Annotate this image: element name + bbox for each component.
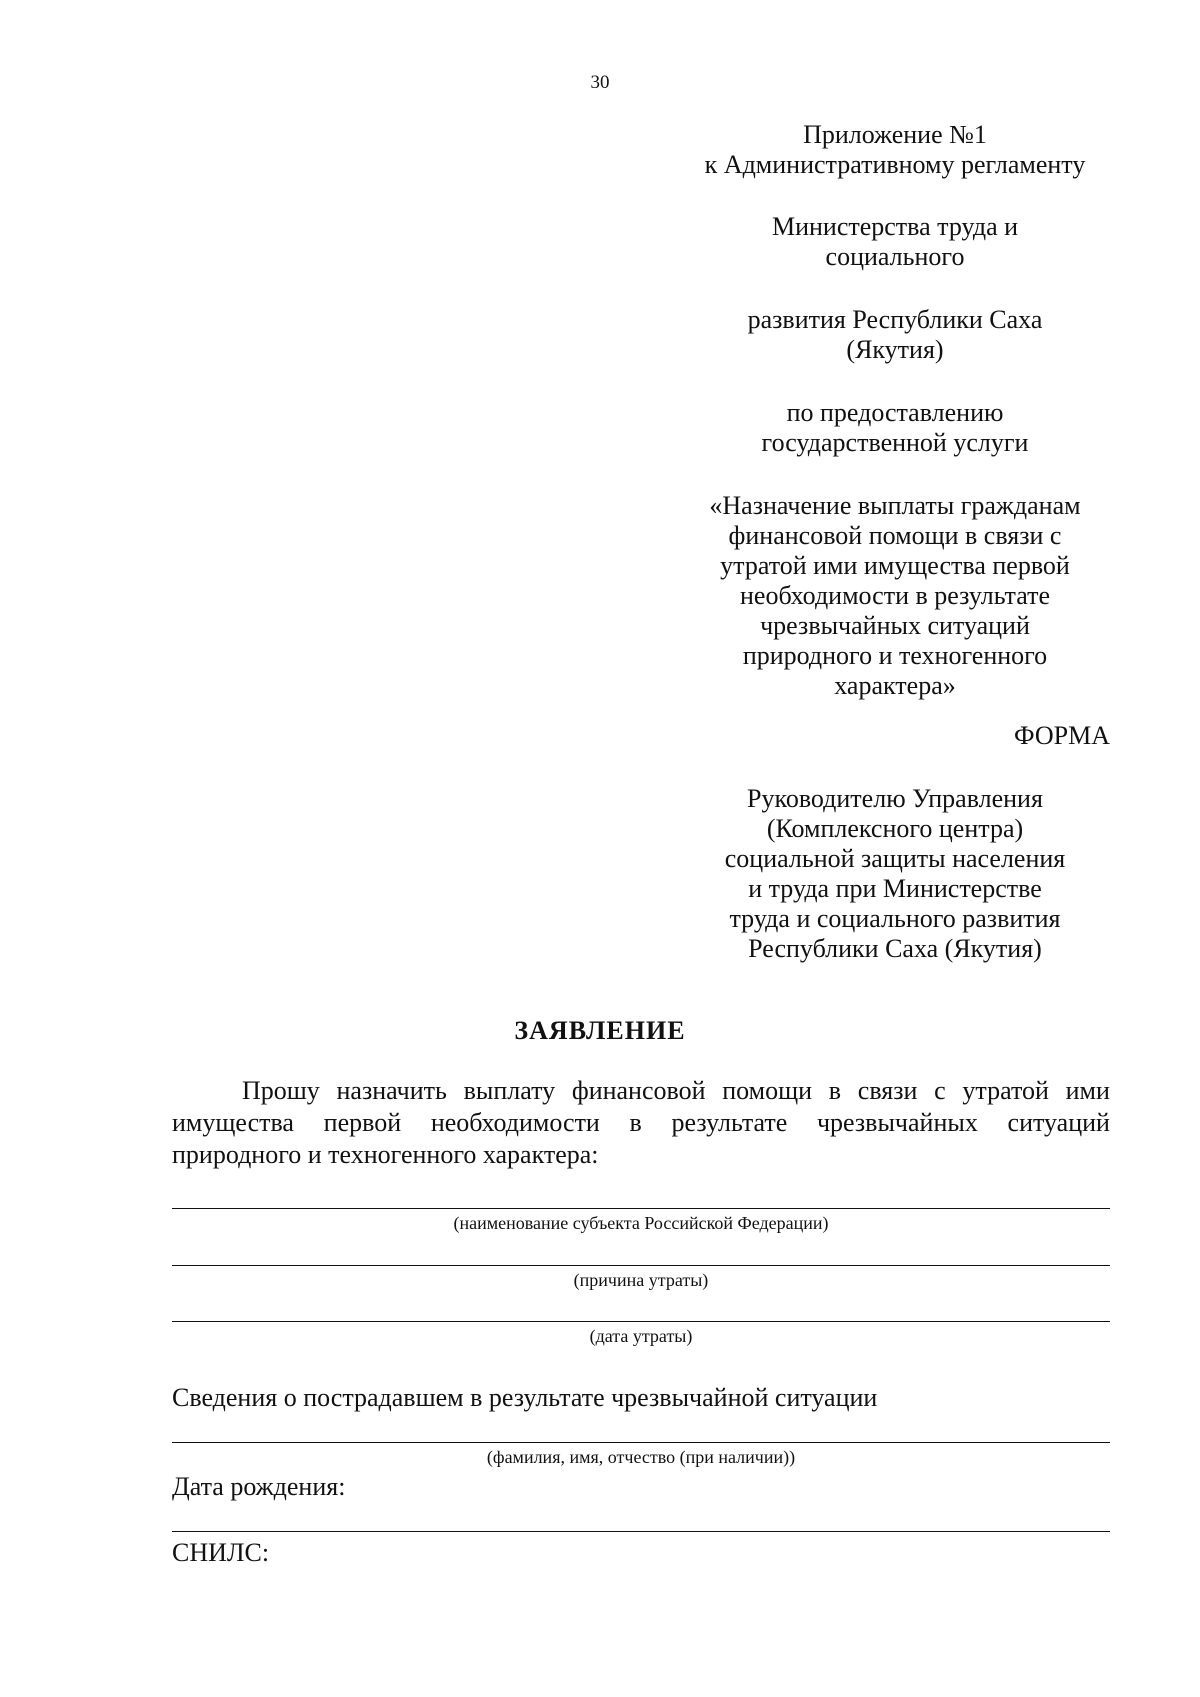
form-label: ФОРМА [1014,721,1110,750]
appendix-line: Приложение №1 [803,120,987,149]
birth-date-label: Дата рождения: [172,1472,346,1501]
word: чрезвычайных [816,1108,978,1137]
word: в [828,1076,842,1105]
word: ситуаций [1007,1108,1110,1137]
word: в [629,1108,642,1137]
service-title-line: природного и техногенного [742,641,1048,670]
paragraph-line-1 [172,1075,1110,1107]
reason-field-line[interactable] [172,1265,1110,1266]
word: связи [857,1076,918,1105]
reason-field-caption: (причина утраты) [573,1270,709,1290]
addressee-line: социальной защиты населения [724,844,1066,873]
appendix-reference [680,120,1110,180]
word: утратой [962,1076,1049,1105]
service-title-line: характера» [834,671,956,700]
addressee-line: Руководителю Управления [747,784,1043,813]
word: имущества [172,1108,294,1137]
paragraph-line-2 [172,1107,1110,1139]
service-title-line: необходимости в результате [739,581,1051,610]
word: результате [671,1108,788,1137]
service-title-line: финансовой помощи в связи с [728,521,1062,550]
date-field-caption: (дата утраты) [589,1326,693,1346]
appendix-line: (Якутия) [846,335,944,364]
service-provision [680,398,1110,458]
snils-label: СНИЛС: [172,1538,270,1567]
ministry-name-part2 [680,305,1110,365]
addressee-line: труда и социального развития [729,904,1061,933]
word: выплату [463,1076,556,1105]
addressee-line: и труда при Министерстве [748,874,1042,903]
addressee-line: (Комплексного центра) [766,814,1024,843]
appendix-line: по предоставлению [786,398,1004,427]
appendix-line: развития Республики Саха [747,305,1043,334]
page-number: 30 [590,72,610,93]
appendix-line: Министерства труда и [771,212,1019,241]
full-name-field-line[interactable] [172,1442,1110,1443]
addressee-line: Республики Саха (Якутия) [748,934,1042,963]
date-field-line[interactable] [172,1321,1110,1322]
document-title: ЗАЯВЛЕНИЕ [514,1016,686,1045]
service-title-line: чрезвычайных ситуаций [760,611,1030,640]
request-paragraph [172,1075,1110,1171]
paragraph-line-3: природного и техногенного характера: [172,1140,599,1169]
addressee-block [680,784,1110,964]
word: финансовой [571,1076,706,1105]
service-title-line: «Назначение выплаты гражданам [709,491,1081,520]
word: Прошу [242,1076,320,1105]
word: первой [323,1108,402,1137]
service-title [680,491,1110,701]
word: помощи [722,1076,813,1105]
appendix-line: государственной услуги [761,428,1029,457]
region-field-line[interactable] [172,1208,1110,1209]
service-title-line: утратой ими имущества первой [720,551,1070,580]
appendix-line: к Административному регламенту [704,150,1086,179]
birth-date-field-line[interactable] [172,1531,1110,1532]
word: ими [1065,1076,1110,1105]
word: назначить [336,1076,447,1105]
word: с [934,1076,946,1105]
victim-info-heading: Сведения о пострадавшем в результате чрезвычайной ситуации [172,1383,878,1412]
word: необходимости [430,1108,600,1137]
appendix-line: социального [825,242,965,271]
full-name-field-caption: (фамилия, имя, отчество (при наличии)) [486,1447,796,1467]
ministry-name-part1 [680,212,1110,272]
region-field-caption: (наименование субъекта Российской Федерации) [453,1213,829,1233]
